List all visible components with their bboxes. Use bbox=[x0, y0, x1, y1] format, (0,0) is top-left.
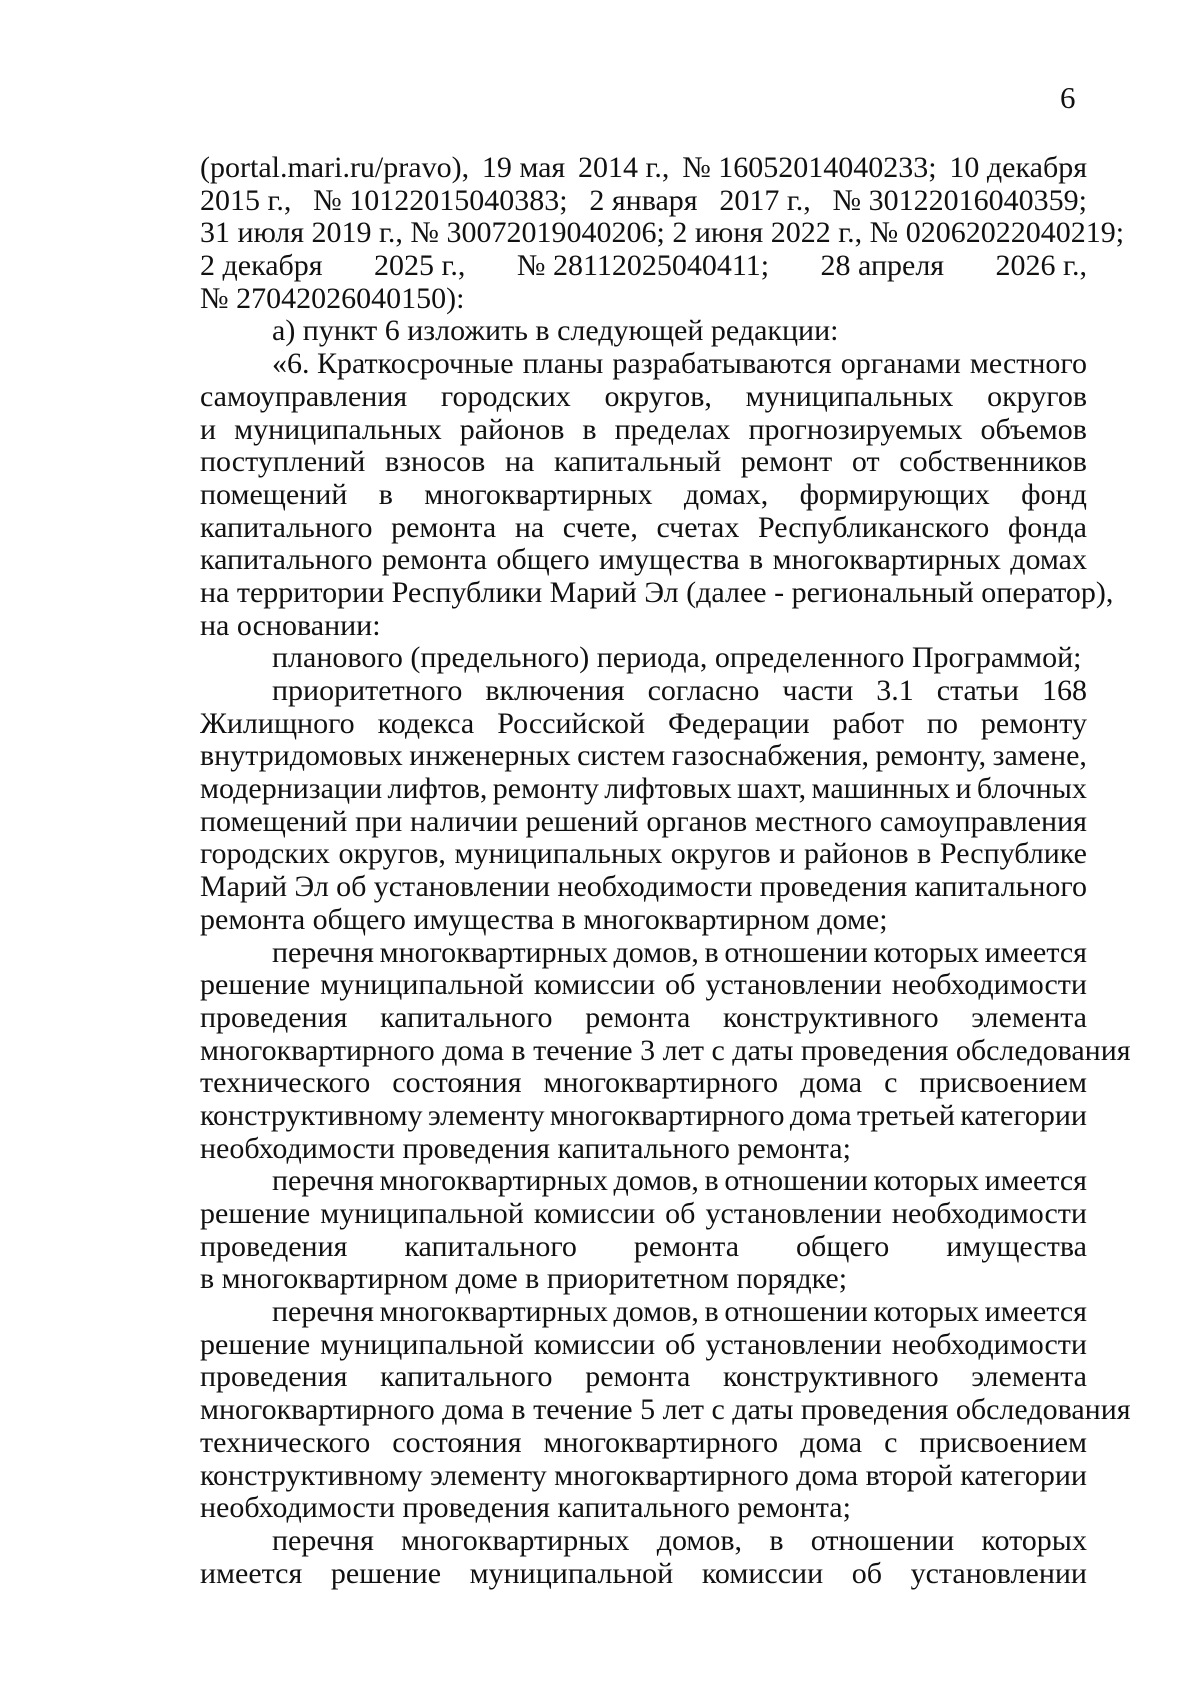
text-run: домов, bbox=[656, 1523, 743, 1557]
text-run: установлении bbox=[705, 968, 882, 1002]
text-run: отношении bbox=[810, 1523, 955, 1557]
text-run: 2 января bbox=[589, 183, 698, 217]
text-run: Российской bbox=[497, 706, 646, 740]
text-line bbox=[200, 544, 1087, 577]
text-run: объемов bbox=[980, 412, 1087, 446]
paragraph bbox=[200, 642, 1087, 675]
text-run: 2026 г., bbox=[995, 249, 1087, 283]
text-run: отношении bbox=[724, 1295, 868, 1329]
text-run: решение bbox=[200, 1197, 311, 1230]
text-run: проведения bbox=[200, 1229, 348, 1263]
text-run: установлении bbox=[910, 1556, 1087, 1590]
text-line bbox=[200, 446, 1087, 479]
text-run: районов bbox=[803, 837, 909, 871]
text-run: «6. Краткосрочные bbox=[272, 347, 514, 381]
text-run: планового (предельного) периода, определенного Программой; bbox=[272, 641, 1082, 675]
text-run: проведения bbox=[200, 1000, 348, 1034]
text-run: ремонту bbox=[980, 706, 1087, 740]
text-line bbox=[200, 675, 1087, 708]
text-run: от bbox=[851, 445, 880, 479]
text-run: счете, bbox=[562, 510, 638, 544]
text-run: взносов bbox=[385, 445, 486, 479]
text-run: необходимости bbox=[891, 968, 1087, 1002]
text-run: установлении bbox=[705, 1327, 882, 1361]
text-run: состояния bbox=[392, 1425, 522, 1459]
text-line bbox=[200, 871, 1087, 904]
text-line bbox=[200, 1329, 1087, 1362]
text-line bbox=[200, 1361, 1087, 1394]
text-run: модернизации bbox=[200, 772, 383, 806]
text-run: с bbox=[884, 1066, 898, 1100]
text-run: 19 мая bbox=[481, 151, 566, 184]
text-run: (portal.mari.ru/pravo), bbox=[200, 151, 470, 184]
text-run: помещений bbox=[200, 477, 348, 511]
text-run: 2014 г., bbox=[578, 151, 670, 184]
text-run: перечня bbox=[272, 1523, 374, 1557]
text-run: комиссии bbox=[533, 1327, 656, 1361]
text-run: многоквартирных bbox=[424, 477, 653, 511]
text-run: многоквартирного дома в течение 3 лет с даты проведения обследования bbox=[200, 1033, 1131, 1067]
text-line bbox=[200, 969, 1087, 1002]
text-run: собственников bbox=[899, 445, 1087, 479]
text-run: разрабатываются bbox=[612, 347, 832, 381]
text-run: в bbox=[704, 1164, 719, 1198]
text-line bbox=[200, 250, 1087, 283]
text-run: замене, bbox=[992, 739, 1087, 773]
text-run: № 28112025040411; bbox=[516, 249, 770, 283]
text-run: лифтов, bbox=[387, 772, 488, 806]
text-run: 2017 г., bbox=[719, 183, 811, 217]
text-line bbox=[200, 216, 1125, 250]
text-run: имеется bbox=[984, 1295, 1087, 1329]
text-run: в bbox=[704, 1295, 719, 1329]
text-line bbox=[200, 642, 1087, 675]
text-run: ремонту, bbox=[875, 739, 987, 773]
text-run: наличии bbox=[410, 804, 518, 838]
paragraph bbox=[200, 675, 1087, 937]
text-run: а) пункт 6 изложить в следующей редакции: bbox=[272, 314, 839, 348]
text-run: самоуправления bbox=[879, 804, 1087, 838]
text-line bbox=[200, 1263, 1087, 1296]
text-run: технического bbox=[200, 1066, 371, 1100]
text-run: необходимости bbox=[891, 1327, 1087, 1361]
text-line bbox=[200, 1198, 1087, 1231]
text-run: конструктивного bbox=[722, 1000, 939, 1034]
text-run: имеется bbox=[984, 1164, 1087, 1198]
text-run: Республике bbox=[939, 837, 1087, 871]
text-run: ремонта bbox=[585, 1000, 691, 1034]
text-run: об bbox=[665, 968, 696, 1002]
text-run: домов, bbox=[613, 935, 699, 969]
text-run: дома bbox=[796, 1458, 859, 1492]
text-run: на bbox=[504, 445, 535, 479]
text-run: шахт, bbox=[737, 772, 807, 806]
text-run: технического bbox=[200, 1425, 371, 1459]
text-run: округов bbox=[987, 379, 1087, 413]
text-run: в bbox=[704, 935, 719, 969]
text-line bbox=[200, 1165, 1087, 1198]
paragraph bbox=[200, 935, 1131, 1166]
text-line bbox=[200, 185, 1087, 218]
text-line bbox=[200, 1393, 1131, 1427]
text-run: работ bbox=[832, 706, 904, 740]
text-run: местного bbox=[969, 347, 1087, 381]
text-run: поступлений bbox=[200, 445, 366, 479]
document-body bbox=[200, 151, 1131, 1590]
text-run: капитального bbox=[404, 1229, 577, 1263]
text-line bbox=[200, 1492, 1087, 1525]
text-run: формирующих bbox=[799, 477, 990, 511]
text-run: планы bbox=[522, 347, 604, 381]
text-run: муниципальных bbox=[234, 412, 442, 446]
text-run: приоритетного bbox=[272, 674, 463, 707]
text-run: капитального bbox=[380, 1360, 553, 1394]
text-line bbox=[200, 1460, 1087, 1493]
text-line bbox=[200, 414, 1087, 447]
text-run: общего bbox=[496, 543, 590, 577]
text-run: на территории Республики Марий Эл (далее - региональный оператор), bbox=[200, 575, 1114, 609]
text-line bbox=[200, 1231, 1087, 1264]
paragraph bbox=[200, 1525, 1087, 1590]
text-run: необходимости проведения капитального ремонта; bbox=[200, 1491, 851, 1525]
text-run: имеется bbox=[984, 935, 1087, 969]
text-line bbox=[200, 152, 1087, 185]
text-run: части bbox=[782, 674, 854, 707]
text-line bbox=[200, 1133, 1087, 1166]
text-run: комиссии bbox=[533, 968, 656, 1002]
text-run: домах, bbox=[683, 477, 769, 511]
text-run: перечня bbox=[272, 1164, 374, 1198]
text-line bbox=[200, 610, 1087, 643]
text-run: общего bbox=[796, 1229, 890, 1263]
text-run: имущества bbox=[946, 1229, 1087, 1263]
text-line bbox=[200, 937, 1087, 970]
text-run: об bbox=[665, 1197, 696, 1230]
text-run: многоквартирных bbox=[379, 1295, 608, 1329]
text-run: муниципальной bbox=[320, 1327, 524, 1361]
text-run: необходимости проведения капитального ремонта; bbox=[200, 1131, 851, 1165]
text-run: в bbox=[769, 1523, 784, 1557]
paragraph bbox=[200, 1165, 1087, 1296]
text-line bbox=[200, 479, 1087, 512]
text-run: на bbox=[514, 510, 545, 544]
text-run: № 10122015040383; bbox=[313, 183, 568, 217]
text-run: статьи bbox=[936, 674, 1019, 707]
text-run: 2 декабря bbox=[200, 249, 323, 283]
text-run: состояния bbox=[392, 1066, 522, 1100]
text-run: многоквартирного bbox=[543, 1425, 779, 1459]
text-line bbox=[200, 806, 1087, 839]
text-run: об bbox=[665, 1327, 696, 1361]
text-run: самоуправления bbox=[200, 379, 408, 413]
text-run: местного bbox=[754, 804, 873, 838]
text-run: № 27042026040150): bbox=[200, 281, 465, 315]
paragraph bbox=[200, 347, 1114, 642]
text-run: муниципальной bbox=[320, 1197, 524, 1230]
text-run: фонда bbox=[1007, 510, 1087, 544]
text-run: которых bbox=[873, 1164, 979, 1198]
text-line bbox=[200, 283, 1087, 316]
text-run: Федерации bbox=[668, 706, 810, 740]
text-run: капитального bbox=[200, 510, 373, 544]
text-run: внутридомовых bbox=[200, 739, 403, 773]
text-run: многоквартирного дома в течение 5 лет с даты проведения обследования bbox=[200, 1393, 1131, 1427]
text-run: установлении bbox=[705, 1197, 882, 1230]
text-run: решений bbox=[525, 804, 639, 838]
text-run: районов bbox=[459, 412, 565, 446]
text-run: 168 bbox=[1041, 674, 1087, 707]
text-run: в bbox=[749, 543, 764, 577]
text-run: которых bbox=[873, 935, 979, 969]
text-run: 2025 г., bbox=[374, 249, 466, 283]
text-run: включения bbox=[485, 674, 625, 707]
text-run: органами bbox=[840, 347, 961, 381]
text-run: присвоением bbox=[919, 1066, 1087, 1100]
text-run: решение bbox=[200, 968, 311, 1002]
text-line bbox=[200, 740, 1087, 773]
text-run: округов bbox=[670, 837, 771, 871]
text-run: проведения bbox=[200, 1360, 348, 1394]
text-run: инженерных bbox=[409, 739, 571, 773]
text-line bbox=[200, 1002, 1087, 1035]
text-run: фонд bbox=[1021, 477, 1087, 511]
text-run: перечня bbox=[272, 1295, 374, 1329]
text-line bbox=[200, 1033, 1131, 1068]
text-run: ремонта bbox=[585, 1360, 691, 1394]
text-run: округов, bbox=[604, 379, 712, 413]
text-run: которых bbox=[873, 1295, 979, 1329]
text-run: в bbox=[378, 477, 393, 511]
text-run: при bbox=[355, 804, 403, 838]
text-run: присвоением bbox=[919, 1425, 1087, 1459]
text-run: элементу bbox=[427, 1098, 545, 1132]
text-run: муниципальных bbox=[454, 837, 663, 871]
text-run: по bbox=[926, 706, 958, 740]
text-run: дома bbox=[789, 1098, 852, 1132]
text-run: с bbox=[884, 1425, 898, 1459]
text-run: конструктивному bbox=[200, 1458, 423, 1492]
paragraph bbox=[200, 151, 1125, 315]
text-run: блочных bbox=[976, 772, 1087, 806]
text-run: об bbox=[851, 1556, 882, 1590]
text-line bbox=[200, 838, 1087, 871]
text-run: многоквартирных bbox=[772, 543, 1001, 577]
text-run: машинных bbox=[811, 772, 951, 806]
text-line bbox=[200, 1427, 1087, 1460]
text-run: элемента bbox=[971, 1360, 1087, 1394]
text-run: необходимости bbox=[891, 1197, 1087, 1230]
text-run: второй bbox=[865, 1458, 953, 1492]
text-run: муниципальной bbox=[320, 968, 524, 1002]
text-run: на основании: bbox=[200, 608, 381, 642]
text-run: многоквартирного bbox=[543, 1066, 779, 1100]
text-line bbox=[200, 1067, 1087, 1100]
text-run: третьей bbox=[856, 1098, 955, 1132]
text-run: перечня bbox=[272, 935, 374, 969]
text-run: согласно bbox=[647, 674, 760, 707]
text-line bbox=[200, 1100, 1087, 1133]
text-run: капитального bbox=[914, 870, 1087, 904]
text-run: домах bbox=[1010, 543, 1087, 577]
text-line bbox=[200, 708, 1087, 741]
text-line bbox=[200, 904, 1087, 937]
text-run: домов, bbox=[613, 1295, 699, 1329]
text-run: ремонту bbox=[492, 772, 599, 806]
text-line bbox=[200, 575, 1114, 610]
text-run: установлении bbox=[373, 870, 551, 904]
text-line bbox=[200, 348, 1087, 381]
text-run: помещений bbox=[200, 804, 348, 838]
text-line bbox=[200, 512, 1087, 545]
text-run: ремонта bbox=[633, 1229, 740, 1263]
text-line bbox=[200, 315, 1087, 348]
text-run: и bbox=[200, 412, 217, 446]
text-run: ремонт bbox=[740, 445, 833, 479]
text-line bbox=[200, 381, 1087, 414]
text-run: дома bbox=[800, 1425, 863, 1459]
text-run: пределах bbox=[614, 412, 731, 446]
text-run: муниципальной bbox=[469, 1556, 674, 1590]
text-run: № 30122016040359; bbox=[832, 183, 1087, 217]
text-run: элемента bbox=[971, 1000, 1087, 1034]
text-run: отношении bbox=[724, 1164, 868, 1198]
text-run: конструктивного bbox=[722, 1360, 939, 1394]
text-run: многоквартирного bbox=[549, 1098, 785, 1132]
text-run: капитальный bbox=[554, 445, 722, 479]
text-run: проведения bbox=[759, 870, 908, 904]
text-run: в многоквартирном доме в приоритетном порядке; bbox=[200, 1262, 848, 1296]
text-run: категории bbox=[960, 1098, 1087, 1132]
text-run: которых bbox=[981, 1523, 1087, 1557]
text-run: округов, bbox=[338, 837, 446, 871]
text-run: ремонта bbox=[381, 543, 487, 577]
text-run: многоквартирных bbox=[379, 935, 608, 969]
text-run: имущества bbox=[598, 543, 740, 577]
page-number: 6 bbox=[1060, 80, 1076, 115]
text-run: комиссии bbox=[701, 1556, 824, 1590]
text-run: 2015 г., bbox=[200, 183, 292, 217]
text-run: необходимости bbox=[557, 870, 753, 904]
text-run: систем bbox=[577, 739, 666, 773]
text-run: городских bbox=[440, 379, 571, 413]
text-line bbox=[200, 1558, 1087, 1591]
text-run: муниципальных bbox=[745, 379, 954, 413]
text-run: многоквартирных bbox=[401, 1523, 630, 1557]
text-run: элементу bbox=[429, 1458, 547, 1492]
text-run: № 16052014040233; bbox=[682, 151, 937, 184]
text-run: многоквартирного bbox=[554, 1458, 789, 1492]
text-run: городских bbox=[200, 837, 330, 871]
text-run: лифтовых bbox=[604, 772, 732, 806]
text-line bbox=[200, 1525, 1087, 1558]
text-run: 10 декабря bbox=[949, 151, 1087, 184]
text-run: и bbox=[779, 837, 796, 871]
text-run: 28 апреля bbox=[820, 249, 945, 283]
text-run: в bbox=[917, 837, 932, 871]
text-run: капитального bbox=[200, 543, 373, 577]
paragraph bbox=[200, 1295, 1131, 1525]
text-run: дома bbox=[800, 1066, 863, 1100]
text-run: об bbox=[336, 870, 367, 904]
text-run: капитального bbox=[380, 1000, 553, 1034]
text-run: имеется bbox=[200, 1556, 303, 1590]
text-run: Жилищного bbox=[200, 706, 355, 740]
text-run: категории bbox=[960, 1458, 1087, 1492]
text-run: домов, bbox=[613, 1164, 699, 1198]
text-run: решение bbox=[330, 1556, 442, 1590]
text-run: ремонта общего имущества в многоквартирном доме; bbox=[200, 902, 888, 936]
text-run: прогнозируемых bbox=[748, 412, 963, 446]
text-run: счетах bbox=[656, 510, 740, 544]
text-line bbox=[200, 773, 1087, 806]
text-run: решение bbox=[200, 1327, 311, 1361]
text-line bbox=[200, 1296, 1087, 1329]
text-run: газоснабжения, bbox=[671, 739, 870, 773]
text-run: 31 июля 2019 г., № 30072019040206; 2 июня 2022 г., № 02062022040219; bbox=[200, 216, 1125, 250]
text-run: и bbox=[955, 772, 972, 806]
text-run: многоквартирных bbox=[379, 1164, 608, 1198]
paragraph bbox=[200, 315, 1087, 348]
text-run: органов bbox=[646, 804, 748, 838]
text-run: в bbox=[582, 412, 597, 446]
text-run: Марий bbox=[200, 870, 288, 904]
text-run: отношении bbox=[724, 935, 868, 969]
text-run: комиссии bbox=[533, 1197, 656, 1230]
text-run: ремонта bbox=[391, 510, 497, 544]
text-run: кодекса bbox=[377, 706, 475, 740]
text-run: Эл bbox=[294, 870, 329, 904]
text-run: Республиканского bbox=[757, 510, 990, 544]
text-run: 3.1 bbox=[876, 674, 914, 707]
text-run: конструктивному bbox=[200, 1098, 423, 1132]
